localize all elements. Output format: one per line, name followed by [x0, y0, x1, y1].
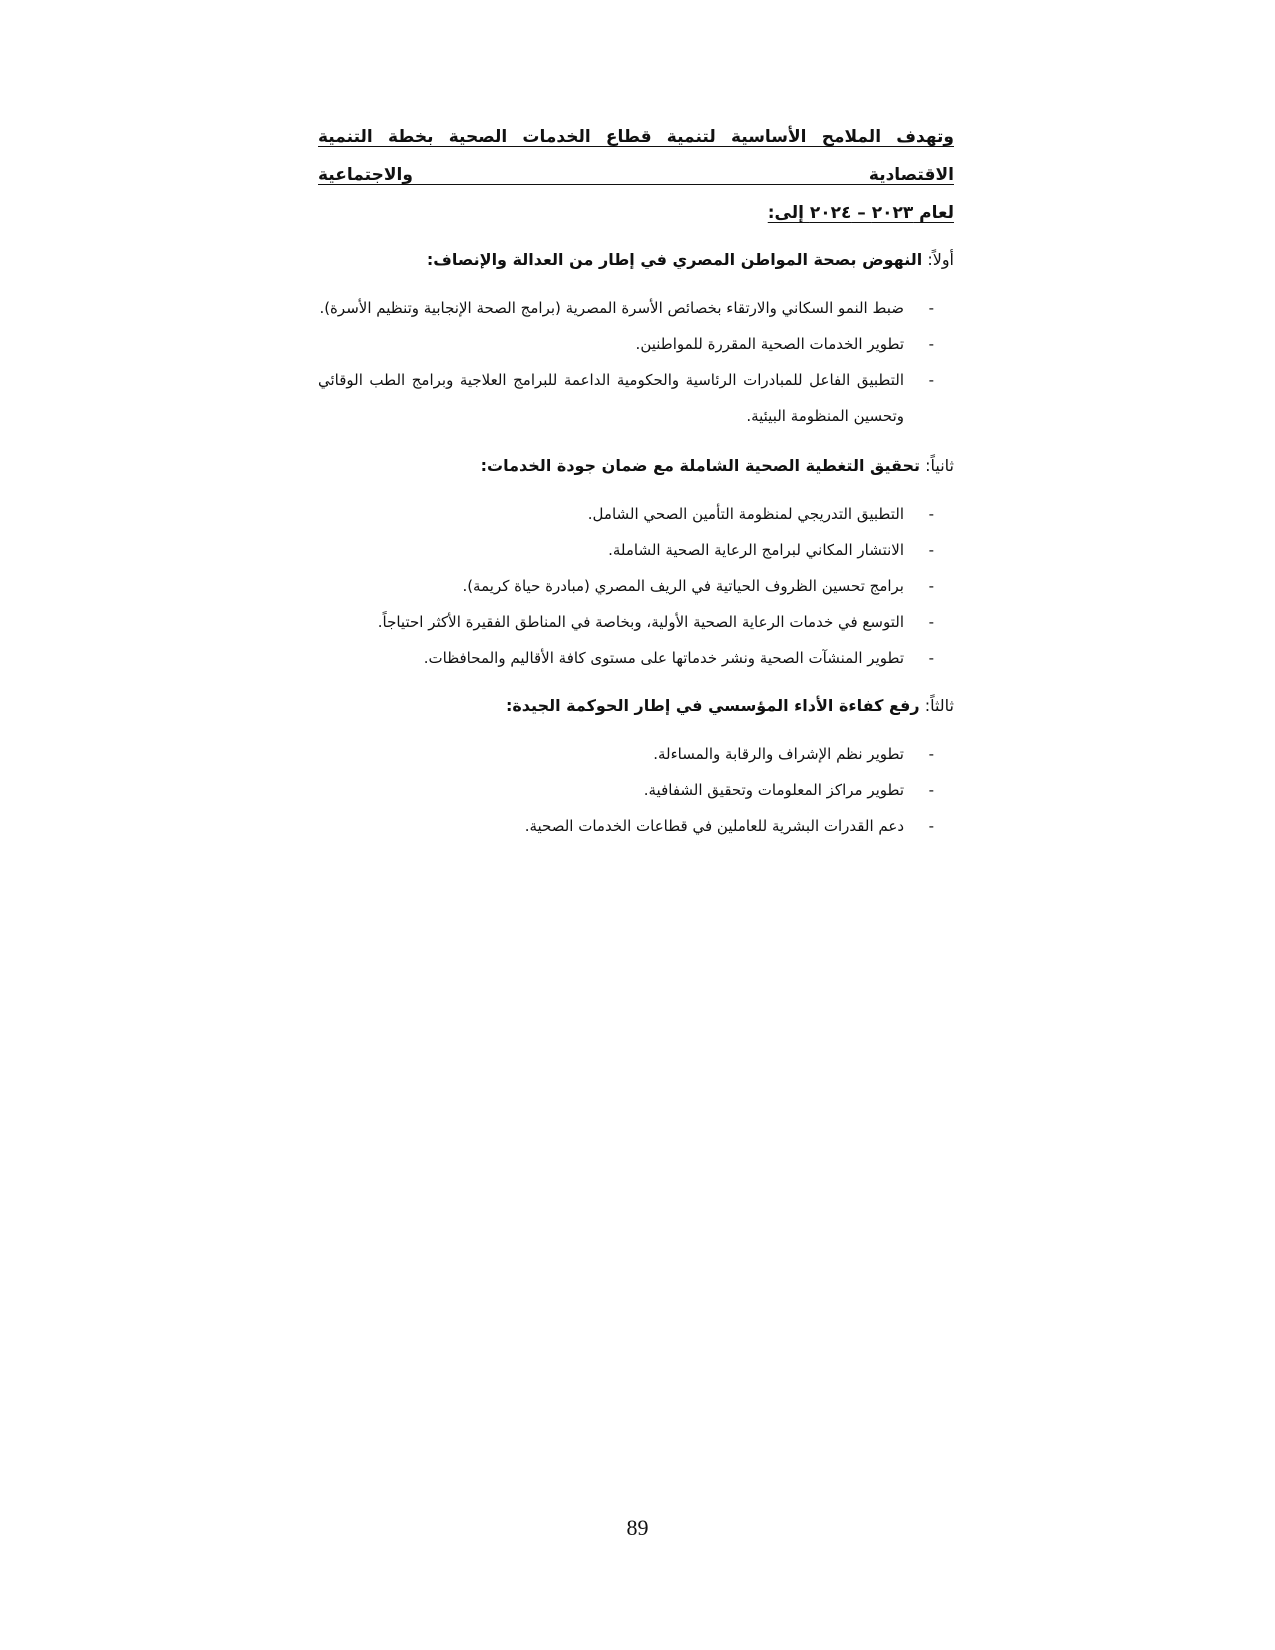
list-marker: - — [928, 299, 934, 317]
list-item-text: التطبيق التدريجي لمنظومة التأمين الصحي الشامل. — [587, 505, 904, 523]
section-number-2: ثانياً: — [925, 456, 954, 475]
list-marker: - — [928, 781, 934, 799]
list-item — [318, 496, 954, 532]
list-marker: - — [928, 817, 934, 835]
list-item-text: التطبيق الفاعل للمبادرات الرئاسية والحكومية الداعمة للبرامج العلاجية وبرامج الطب الوقائي وتحسين المنظومة البيئية. — [318, 371, 904, 425]
section-list-1 — [318, 290, 954, 434]
list-item — [318, 808, 954, 844]
section-title-1 — [318, 248, 954, 272]
document-heading-line-2: لعام ٢٠٢٣ – ٢٠٢٤ إلى: — [767, 203, 954, 223]
list-item-text: دعم القدرات البشرية للعاملين في قطاعات الخدمات الصحية. — [524, 817, 904, 835]
list-item-text: ضبط النمو السكاني والارتقاء بخصائص الأسرة المصرية (برامج الصحة الإنجابية وتنظيم الأسرة). — [319, 299, 904, 317]
section-heading-2: تحقيق التغطية الصحية الشاملة مع ضمان جودة الخدمات: — [480, 456, 921, 475]
list-marker: - — [928, 649, 934, 667]
section-title-3 — [318, 694, 954, 718]
section-list-3 — [318, 736, 954, 844]
list-item-text: تطوير نظم الإشراف والرقابة والمساءلة. — [653, 745, 904, 763]
section-list-2 — [318, 496, 954, 676]
list-item — [318, 290, 954, 326]
list-marker: - — [928, 371, 934, 389]
page-number: 89 — [626, 1515, 649, 1540]
list-marker: - — [928, 577, 934, 595]
list-item — [318, 772, 954, 808]
list-item — [318, 568, 954, 604]
list-item — [318, 532, 954, 568]
list-item-text: برامج تحسين الظروف الحياتية في الريف المصري (مبادرة حياة كريمة). — [462, 577, 904, 595]
list-marker: - — [928, 541, 934, 559]
section-number-3: ثالثاً: — [924, 696, 954, 715]
list-marker: - — [928, 505, 934, 523]
document-heading-line-1: وتهدف الملامح الأساسية لتنمية قطاع الخدمات الصحية بخطة التنمية الاقتصادية والاجتماعية — [318, 127, 954, 185]
list-item-text: تطوير مراكز المعلومات وتحقيق الشفافية. — [643, 781, 904, 799]
list-item — [318, 736, 954, 772]
document-body — [318, 118, 954, 844]
section-number-1: أولاً: — [927, 250, 954, 269]
list-item — [318, 640, 954, 676]
section-heading-3: رفع كفاءة الأداء المؤسسي في إطار الحوكمة الجيدة: — [505, 696, 920, 715]
list-item-text: الانتشار المكاني لبرامج الرعاية الصحية الشاملة. — [608, 541, 904, 559]
list-item-text: تطوير المنشآت الصحية ونشر خدماتها على مستوى كافة الأقاليم والمحافظات. — [423, 649, 904, 667]
section-title-2 — [318, 454, 954, 478]
list-item — [318, 604, 954, 640]
list-marker: - — [928, 335, 934, 353]
section-heading-1: النهوض بصحة المواطن المصري في إطار من العدالة والإنصاف: — [426, 250, 923, 269]
list-item — [318, 362, 954, 434]
list-marker: - — [928, 745, 934, 763]
list-marker: - — [928, 613, 934, 631]
list-item — [318, 326, 954, 362]
list-item-text: تطوير الخدمات الصحية المقررة للمواطنين. — [635, 335, 904, 353]
list-item-text: التوسع في خدمات الرعاية الصحية الأولية، وبخاصة في المناطق الفقيرة الأكثر احتياجاً. — [377, 613, 904, 631]
